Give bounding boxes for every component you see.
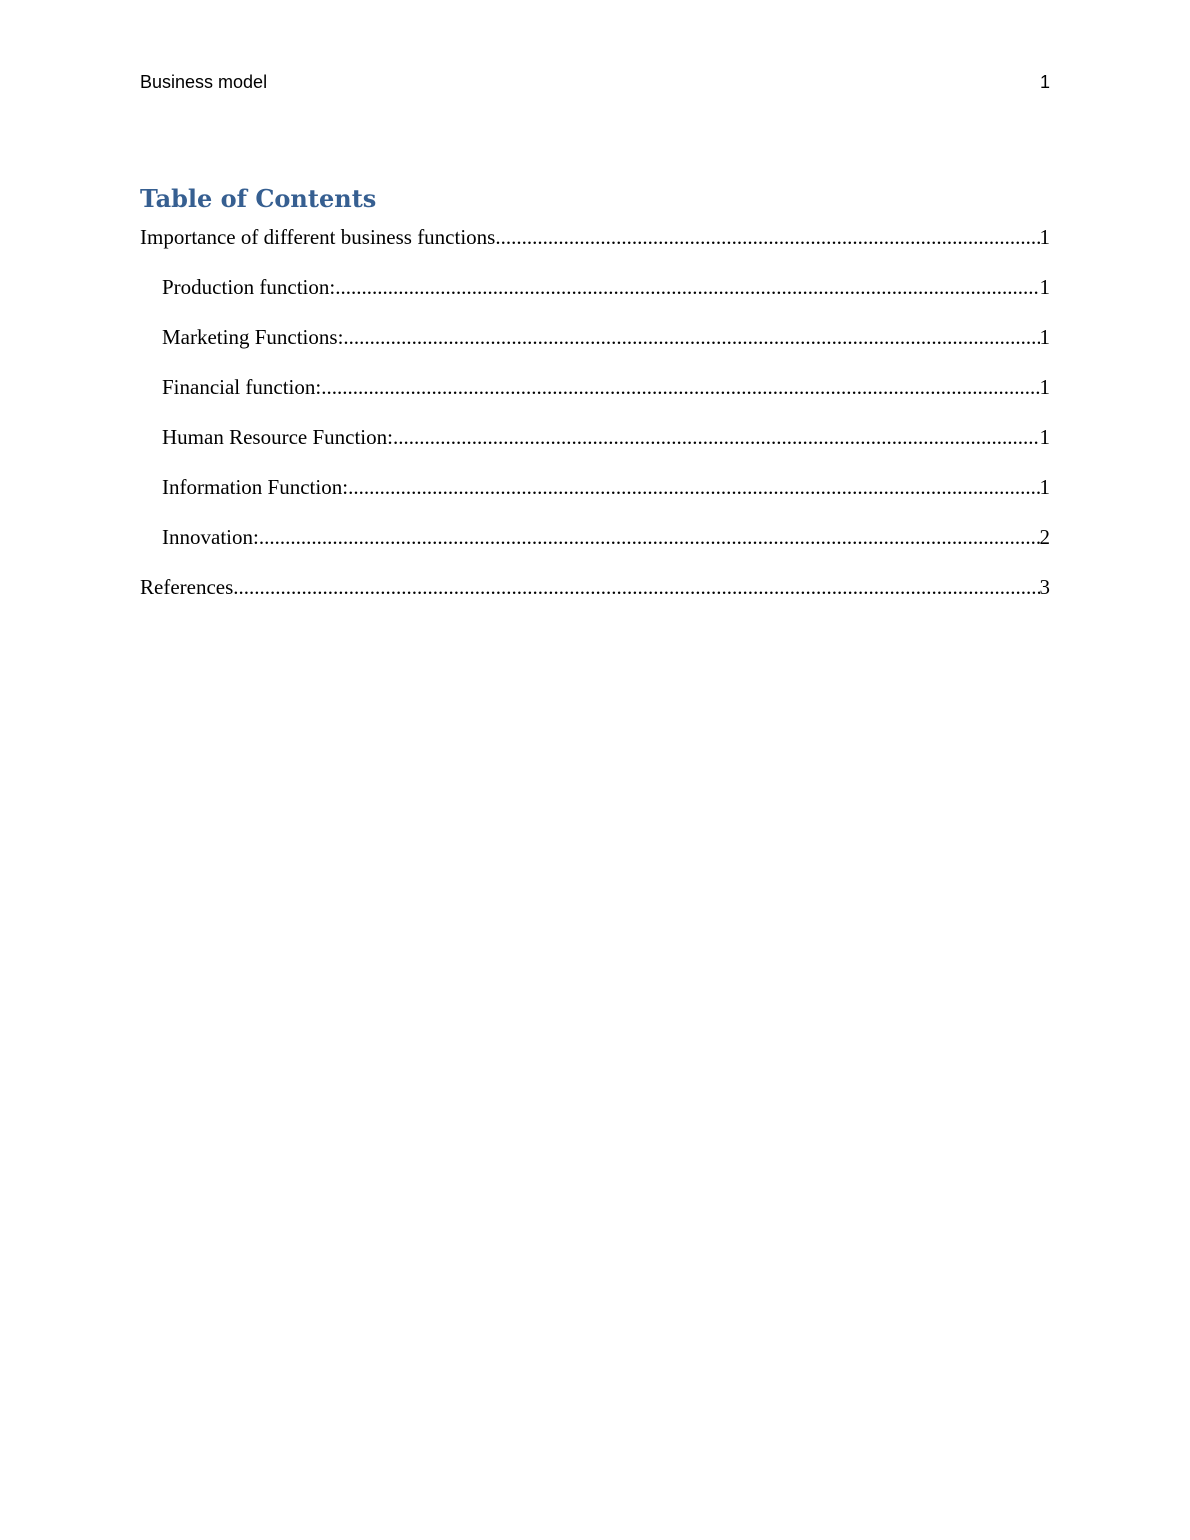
toc-dot-leader — [495, 222, 1039, 252]
toc-entry-page: 1 — [1039, 325, 1050, 349]
toc-entry-references[interactable] — [140, 572, 1050, 622]
toc-entry-label: Production function: — [162, 275, 336, 299]
toc-entry-label: Information Function: — [162, 475, 349, 499]
toc-entry-label: Innovation: — [162, 525, 259, 549]
toc-entry-page: 1 — [1039, 375, 1050, 399]
toc-dot-leader — [393, 422, 1040, 452]
toc-entry-page: 1 — [1039, 475, 1050, 499]
toc-entry-information[interactable] — [140, 472, 1050, 522]
toc-dot-leader — [259, 522, 1040, 552]
toc-dot-leader — [321, 372, 1039, 402]
toc-entry-human-resource[interactable] — [140, 422, 1050, 472]
toc-entry-label: Marketing Functions: — [162, 325, 344, 349]
toc-dot-leader — [348, 472, 1039, 502]
page-header — [140, 70, 1050, 98]
toc-entry-label: Financial function: — [162, 375, 322, 399]
header-page-number: 1 — [1039, 72, 1050, 92]
toc-entry-page: 1 — [1039, 225, 1050, 249]
toc-entry-page: 1 — [1039, 275, 1050, 299]
toc-entry-label: References — [140, 575, 234, 599]
toc-dot-leader — [335, 272, 1039, 302]
toc-entry-innovation[interactable] — [140, 522, 1050, 572]
header-title: Business model — [140, 72, 268, 92]
toc-entry-page: 1 — [1039, 425, 1050, 449]
toc-entry-label: Importance of different business functions — [140, 225, 496, 249]
toc-dot-leader — [233, 572, 1039, 602]
toc-entry-marketing[interactable] — [140, 322, 1050, 372]
toc-entry-page: 2 — [1039, 525, 1050, 549]
toc-dot-leader — [343, 322, 1039, 352]
table-of-contents — [140, 222, 1050, 622]
toc-entry-label: Human Resource Function: — [162, 425, 393, 449]
toc-entry-importance[interactable] — [140, 222, 1050, 272]
toc-heading: Table of Contents — [140, 184, 377, 213]
toc-entry-production[interactable] — [140, 272, 1050, 322]
toc-entry-page: 3 — [1039, 575, 1050, 599]
toc-entry-financial[interactable] — [140, 372, 1050, 422]
